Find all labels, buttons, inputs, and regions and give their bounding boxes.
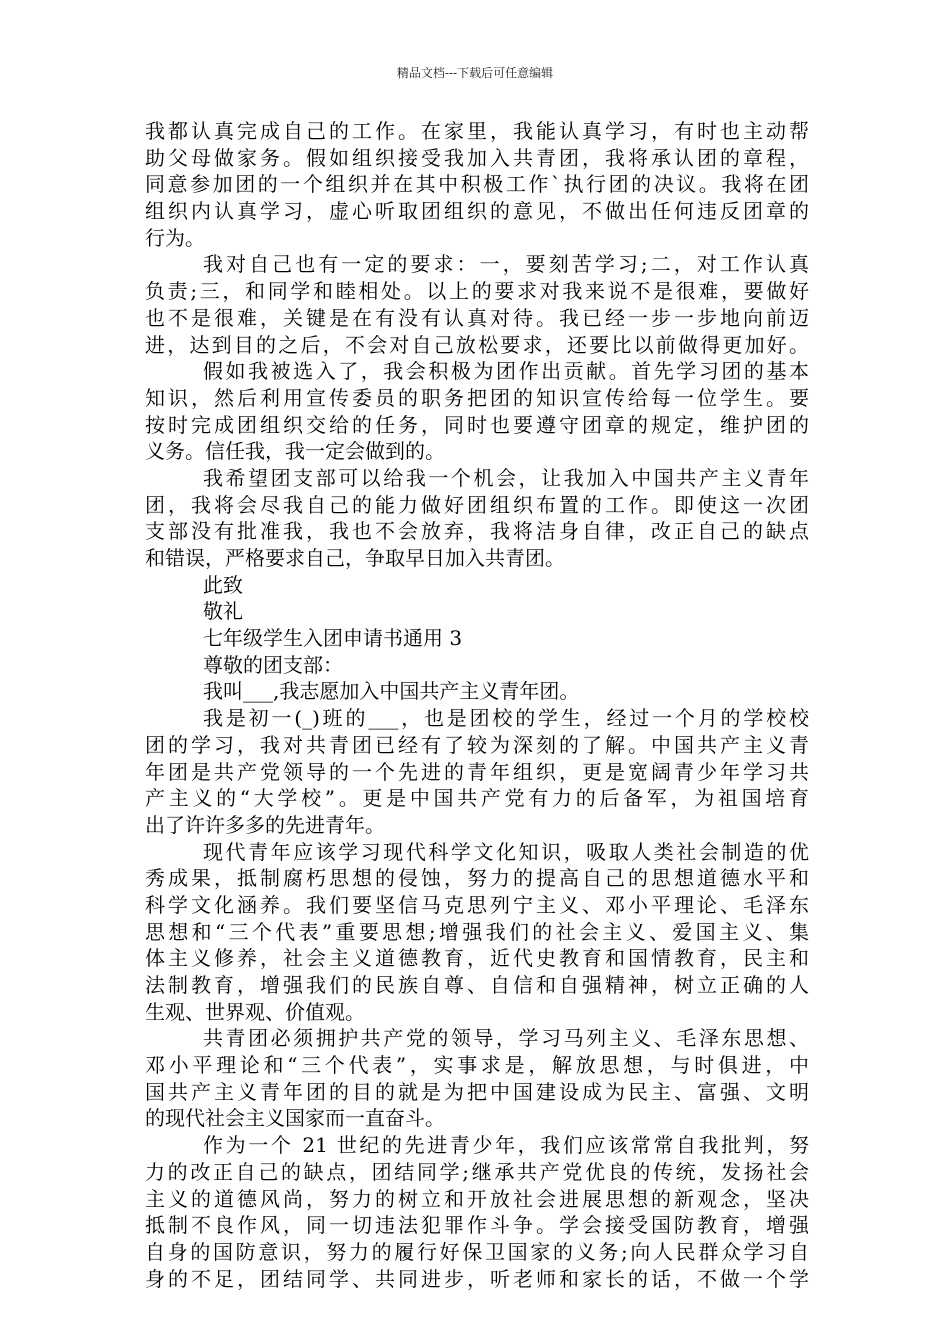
text-line: 抵制不良作风，同一切违法犯罪作斗争。学会接受国防教育，增强 xyxy=(145,1213,809,1238)
text-line: 年团是共产党领导的一个先进的青年组织，更是宽阔青少年学习共 xyxy=(145,759,809,784)
text-line: 出了许许多多的先进青年。 xyxy=(145,812,385,837)
text-line: 按时完成团组织交给的任务，同时也要遵守团章的规定，维护团的 xyxy=(145,412,809,437)
text-line: 我对自己也有一定的要求：一，要刻苦学习;二，对工作认真 xyxy=(203,252,809,277)
text-line: 进，达到目的之后，不会对自己放松要求，还要比以前做得更加好。 xyxy=(145,332,809,357)
text-line: 身的不足，团结同学、共同进步，听老师和家长的话，不做一个学 xyxy=(145,1266,809,1291)
text-line: 邓小平理论和“三个代表”，实事求是，解放思想，与时俱进，中 xyxy=(145,1053,809,1078)
text-line: 作为一个 21 世纪的先进青少年，我们应该常常自我批判，努 xyxy=(203,1133,809,1158)
text-line: 助父母做家务。假如组织接受我加入共青团，我将承认团的章程， xyxy=(145,145,809,170)
text-line: 尊敬的团支部： xyxy=(203,652,343,677)
text-line: 也不是很难，关键是在有没有认真对待。我已经一步一步地向前迈 xyxy=(145,305,809,330)
text-line: 我都认真完成自己的工作。在家里，我能认真学习，有时也主动帮 xyxy=(145,119,809,143)
text-line: 现代青年应该学习现代科学文化知识，吸取人类社会制造的优 xyxy=(203,839,809,864)
document-body xyxy=(145,118,809,1292)
text-line: 假如我被选入了，我会积极为团作出贡献。首先学习团的基本 xyxy=(203,359,809,384)
text-line: 团，我将会尽我自己的能力做好团组织布置的工作。即使这一次团 xyxy=(145,492,809,517)
text-line: 敬礼 xyxy=(203,599,243,624)
text-line: 思想和“三个代表”重要思想;增强我们的社会主义、爱国主义、集 xyxy=(145,919,809,944)
text-line: 主义的道德风尚，努力的树立和开放社会进展思想的新观念，坚决 xyxy=(145,1186,809,1211)
text-line: 知识，然后利用宣传委员的职务把团的知识宣传给每一位学生。要 xyxy=(145,385,809,410)
page-header: 精品文档---下载后可任意编辑 xyxy=(396,66,554,80)
text-line: 行为。 xyxy=(145,225,205,250)
text-line: 力的改正自己的缺点，团结同学;继承共产党优良的传统，发扬社会 xyxy=(145,1159,809,1184)
text-line: 的现代社会主义国家而一直奋斗。 xyxy=(145,1106,445,1131)
text-line: 七年级学生入团申请书通用 3 xyxy=(203,626,463,651)
text-line: 我是初一(_)班的___，也是团校的学生，经过一个月的学校校 xyxy=(203,706,809,731)
text-line: 此致 xyxy=(203,572,243,597)
text-line: 产主义的“大学校”。更是中国共产党有力的后备军，为祖国培育 xyxy=(145,786,809,811)
text-line: 团的学习，我对共青团已经有了较为深刻的了解。中国共产主义青 xyxy=(145,732,809,757)
text-line: 支部没有批准我，我也不会放弃，我将洁身自律，改正自己的缺点 xyxy=(145,519,809,544)
text-line: 同意参加团的一个组织并在其中积极工作`执行团的决议。我将在团 xyxy=(145,172,809,197)
text-line: 生观、世界观、价值观。 xyxy=(145,999,365,1024)
text-line: 组织内认真学习，虚心听取团组织的意见，不做出任何违反团章的 xyxy=(145,199,809,224)
text-line: 科学文化涵养。我们要坚信马克思列宁主义、邓小平理论、毛泽东 xyxy=(145,892,809,917)
text-line: 我叫___,我志愿加入中国共产主义青年团。 xyxy=(203,679,580,704)
text-line: 负责;三，和同学和睦相处。以上的要求对我来说不是很难，要做好 xyxy=(145,279,809,304)
text-line: 和错误，严格要求自己，争取早日加入共青团。 xyxy=(145,546,565,570)
text-line: 体主义修养，社会主义道德教育，近代史教育和国情教育，民主和 xyxy=(145,946,809,971)
text-line: 秀成果，抵制腐朽思想的侵蚀，努力的提高自己的思想道德水平和 xyxy=(145,866,809,891)
text-line: 义务。信任我，我一定会做到的。 xyxy=(145,439,445,464)
text-line: 国共产主义青年团的目的就是为把中国建设成为民主、富强、文明 xyxy=(145,1079,809,1104)
text-line: 法制教育，增强我们的民族自尊、自信和自强精神，树立正确的人 xyxy=(145,973,809,997)
text-line: 我希望团支部可以给我一个机会，让我加入中国共产主义青年 xyxy=(203,465,809,490)
text-line: 共青团必须拥护共产党的领导，学习马列主义、毛泽东思想、 xyxy=(203,1026,809,1051)
text-line: 自身的国防意识，努力的履行好保卫国家的义务;向人民群众学习自 xyxy=(145,1239,809,1264)
